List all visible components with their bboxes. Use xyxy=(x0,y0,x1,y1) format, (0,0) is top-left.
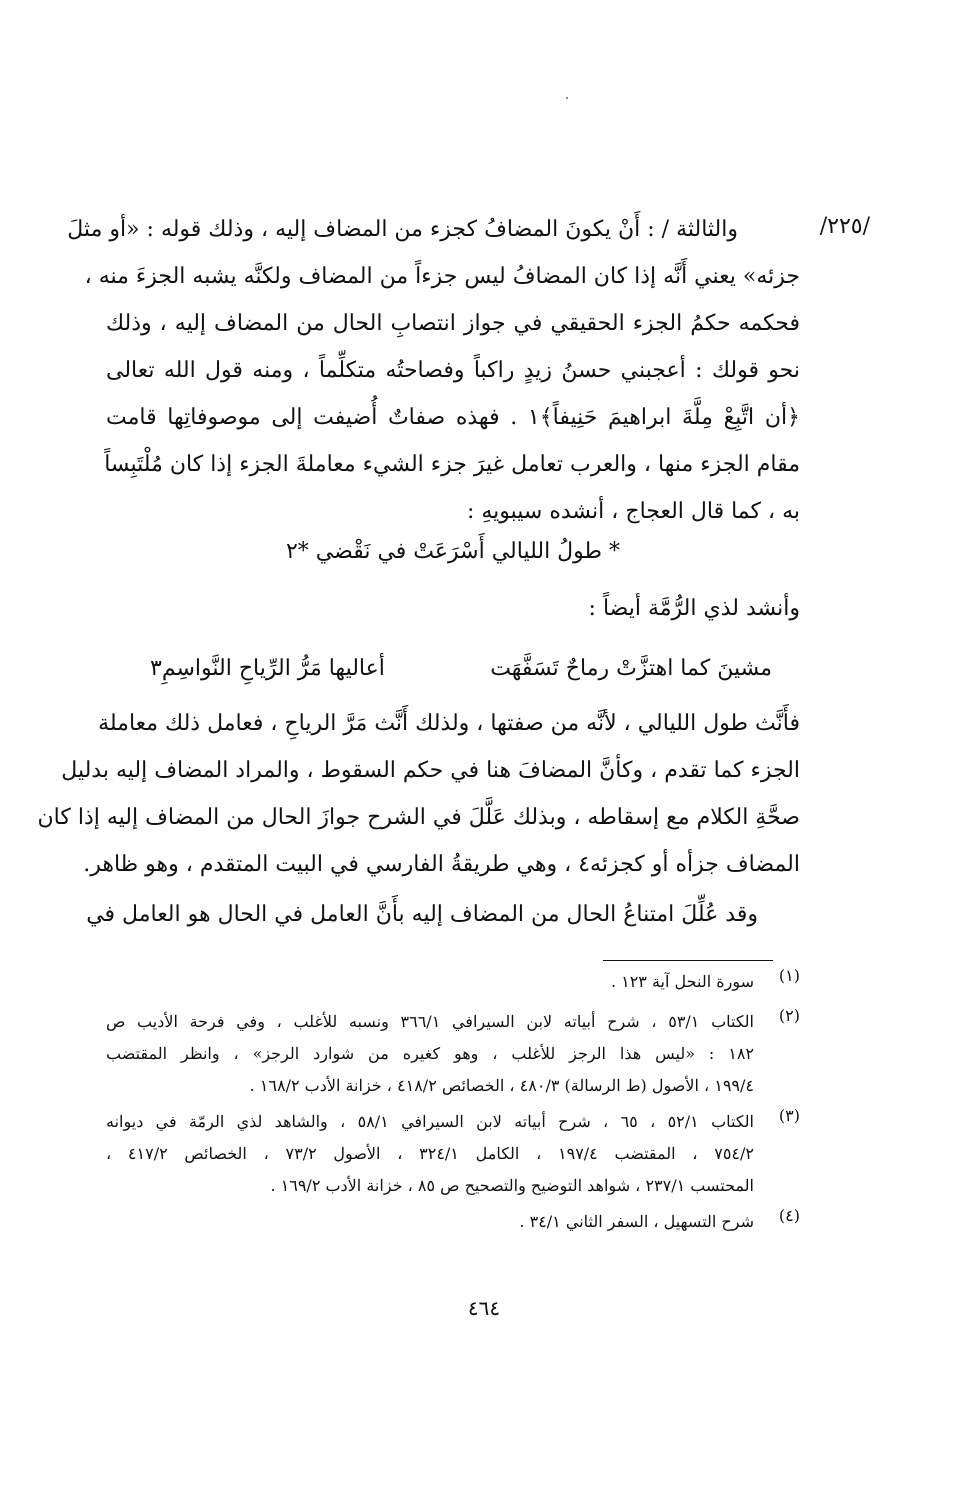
text-line: نحو قولك : أعجبني حسنُ زيدٍ راكباً وفصاحتُه متكلِّماً ، ومنه قول الله تعالى xyxy=(106,358,800,383)
footnote-line: سورة النحل آية ١٢٣ . xyxy=(610,972,754,991)
text-line: صحَّةِ الكلام مع إسقاطه ، وبذلك عَلَّلَ في الشرح جوازَ الحال من المضاف إليه إذا كان xyxy=(37,805,800,830)
footnote-divider xyxy=(603,960,773,961)
verse-hemistich-second: أعاليها مَرُّ الرِّياحِ النَّواسِمِ٣ xyxy=(150,656,385,681)
footnote-number: (٢) xyxy=(778,1006,800,1025)
text-line: فأَنَّث طول الليالي ، لأنَّه من صفتها ، ولذلك أَنَّث مَرَّ الرياحِ ، فعامل ذلك معاملة xyxy=(98,711,800,736)
footnote-line: ١٩٩/٤ ، الأصول (ط الرسالة) ٤٨٠/٣ ، الخصائص ٤١٨/٢ ، خزانة الأدب ١٦٨/٢ . xyxy=(249,1076,754,1095)
footnote-line: ٧٥٤/٢ ، المقتضب ١٩٧/٤ ، الكامل ٣٢٤/١ ، الأصول ٧٣/٢ ، الخصائص ٤١٧/٢ ، xyxy=(106,1144,754,1163)
paragraph-1 xyxy=(67,206,800,535)
footnote-number: (١) xyxy=(778,966,800,985)
paragraph-2 xyxy=(37,700,800,888)
verse-couplet xyxy=(150,645,772,692)
footnote-number: (٣) xyxy=(778,1106,800,1125)
page-number: ٤٦٤ xyxy=(467,1296,501,1320)
verse-hemistich-first: مشينَ كما اهتزَّتْ رماحٌ تَسَفَّهَت xyxy=(490,656,772,681)
footnote-number: (٤) xyxy=(778,1206,800,1225)
text-line: الجزء كما تقدم ، وكأنَّ المضافَ هنا في حكم السقوط ، والمراد المضاف إليه بدليل xyxy=(61,758,800,783)
verse-intro: وأنشد لذي الرُّمَّة أيضاً : xyxy=(588,596,800,621)
paragraph-3: وقد عُلِّلَ امتناعُ الحال من المضاف إليه بأَنَّ العامل في الحال هو العامل في xyxy=(86,902,758,927)
footnote-line: الكتاب ٥٣/١ ، شرح أبياته لابن السيرافي ٣٦٦/١ ونسبه للأغلب ، وفي فرحة الأديب ص xyxy=(106,1012,755,1031)
margin-folio-reference: /٢٢٥/ xyxy=(819,214,870,239)
text-line: المضاف جزأه أو كجزئه٤ ، وهي طريقةُ الفارسي في البيت المتقدم ، وهو ظاهر. xyxy=(83,852,800,877)
text-line: به ، كما قال العجاج ، أنشده سيبويهِ : xyxy=(466,499,800,524)
footnote-line: ١٨٢ : «ليس هذا الرجز للأغلب ، وهو كغيره من شوارد الرجز» ، وانظر المقتضب xyxy=(106,1044,754,1063)
footnote-line: الكتاب ٥٢/١ ، ٦٥ ، شرح أبياته لابن السيرافي ٥٨/١ ، والشاهد لذي الرمّة في ديوانه xyxy=(106,1112,755,1131)
text-line: ﴿أن اتَّبِعْ مِلَّةَ ابراهيمَ حَنِيفاً﴾١ . فهذه صفاتٌ أُضيفت إلى موصوفاتِها قامت xyxy=(106,405,800,430)
footnote-line: المحتسب ٢٣٧/١ ، شواهد التوضيح والتصحيح ص ٨٥ ، خزانة الأدب ١٦٩/٢ . xyxy=(270,1176,754,1195)
text-line: والثالثة / : أَنْ يكونَ المضافُ كجزء من المضاف إليه ، وذلك قوله : «أو مثلَ xyxy=(67,217,738,242)
speck xyxy=(566,97,568,99)
text-line: فحكمه حكمُ الجزء الحقيقي في جواز انتصابِ الحال من المضاف إليه ، وذلك xyxy=(106,311,800,336)
text-line: جزئه» يعني أَنَّه إذا كان المضافُ ليس جزءاً من المضاف ولكنَّه يشبه الجزءَ منه ، xyxy=(84,264,800,289)
verse-rajaz: * طولُ الليالي أَسْرَعَتْ في نَقْضي *٢ xyxy=(285,539,621,564)
text-line: مقام الجزء منها ، والعرب تعامل غيرَ جزء الشيء معاملةَ الجزء إذا كان مُلْتَبِساً xyxy=(104,452,800,477)
footnote-line: شرح التسهيل ، السفر الثاني ٣٤/١ . xyxy=(519,1212,754,1231)
